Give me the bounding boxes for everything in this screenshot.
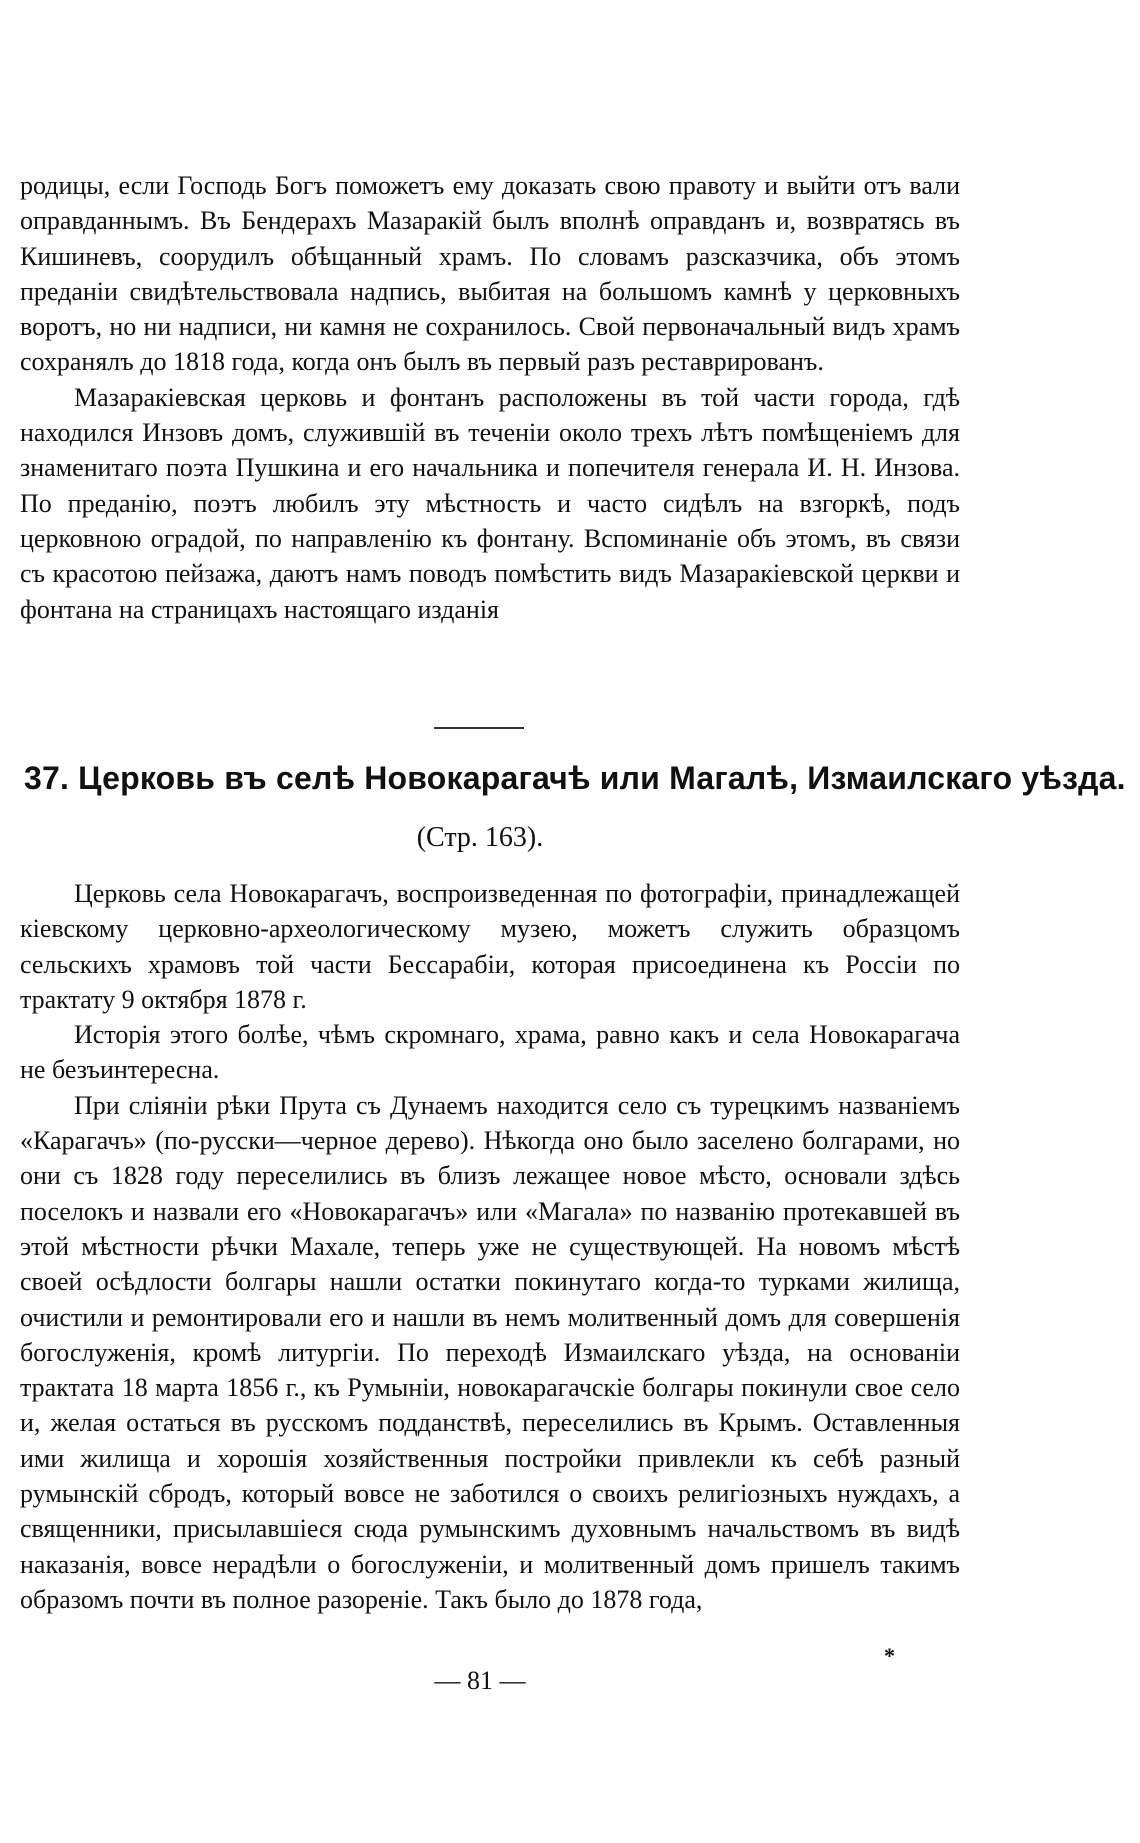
section-paragraph-3: При сліяніи рѣки Прута съ Дунаемъ находится село съ турецкимъ названіемъ «Карагачъ» (по-русски—черное дерево). Нѣкогда оно было заселено болгарами, но они съ 1828 году переселились въ близъ лежащее новое мѣсто, основали здѣсь поселокъ и назвали его «Новокарагачъ» или «Магала» по названію протекавшей въ этой мѣстности рѣчки Махале, теперь уже не существующей. На новомъ мѣстѣ своей осѣдлости болгары нашли остатки покинутаго когда-то турками жилища, очистили и ремонтировали его и нашли въ немъ молитвенный домъ для совершенія богослуженія, кромѣ литургіи. По переходѣ Измаилскаго уѣзда, на основаніи трактата 18 марта 1856 г., къ Румыніи, новокарагачскіе болгары покинули свое село и, желая остаться въ русскомъ подданствѣ, переселились въ Крымъ. Оставленныя ими жилища и хорошія хозяйственныя постройки привлекли къ себѣ разный румынскій сбродъ, который вовсе не заботился о своихъ религіозныхъ нуждахъ, а священники, присылавшіеся сюда румынскимъ духовнымъ начальствомъ въ видѣ наказанія, вовсе нерадѣли о богослуженіи, и молитвенный домъ пришелъ такимъ образомъ почти въ полное разореніе. Такъ было до 1878 года,	[20, 1090, 960, 1614]
top-text-block	[20, 168, 960, 627]
section-paragraph-2: Исторія этого болѣе, чѣмъ скромнаго, храма, равно какъ и села Новокарагача не безъинтересна.	[20, 1020, 960, 1085]
section-text-block	[20, 876, 960, 1617]
page-reference: (Стр. 163).	[416, 822, 544, 853]
paragraph-continued: родицы, если Господь Богъ поможетъ ему доказать свою правоту и выйти отъ вали оправданнымъ. Въ Бендерахъ Мазаракій былъ вполнѣ оправданъ и, возвратясь въ Кишиневъ, соорудилъ обѣщанный храмъ. По словамъ разсказчика, объ этомъ преданіи свидѣтельствовала надпись, выбитая на большомъ камнѣ у церковныхъ воротъ, но ни надписи, ни камня не сохранилось. Свой первоначальный видъ храмъ сохранялъ до 1818 года, когда онъ былъ въ первый разъ реставрированъ.	[20, 171, 960, 377]
page-number: — 81 —	[434, 1666, 526, 1695]
section-divider	[434, 727, 524, 729]
section-paragraph-1: Церковь села Новокарагачъ, воспроизведенная по фотографіи, принадлежащей кіевскому церковно-археологическому музею, можетъ служить образцомъ сельскихъ храмовъ той части Бессарабіи, которая присоединена къ Россіи по трактату 9 октября 1878 г.	[20, 879, 960, 1014]
footnote-mark: *	[884, 1643, 895, 1668]
paragraph-mazarakievskaya-church: Мазаракіевская церковь и фонтанъ расположены въ той части города, гдѣ находился Инзовъ домъ, служившій въ теченіи около трехъ лѣтъ помѣщеніемъ для знаменитаго поэта Пушкина и его начальника и попечителя генерала И. Н. Инзова. По преданію, поэтъ любилъ эту мѣстность и часто сидѣлъ на взгоркѣ, подъ церковною оградой, по направленію къ фонтану. Вспоминаніе объ этомъ, въ связи съ красотою пейзажа, даютъ намъ поводъ помѣстить видъ Мазаракіевской церкви и фонтана на страницахъ настоящаго изданія	[20, 382, 960, 624]
section-heading: 37. Церковь въ селѣ Новокарагачѣ или Магалѣ, Измаилскаго уѣзда.	[24, 760, 1126, 796]
